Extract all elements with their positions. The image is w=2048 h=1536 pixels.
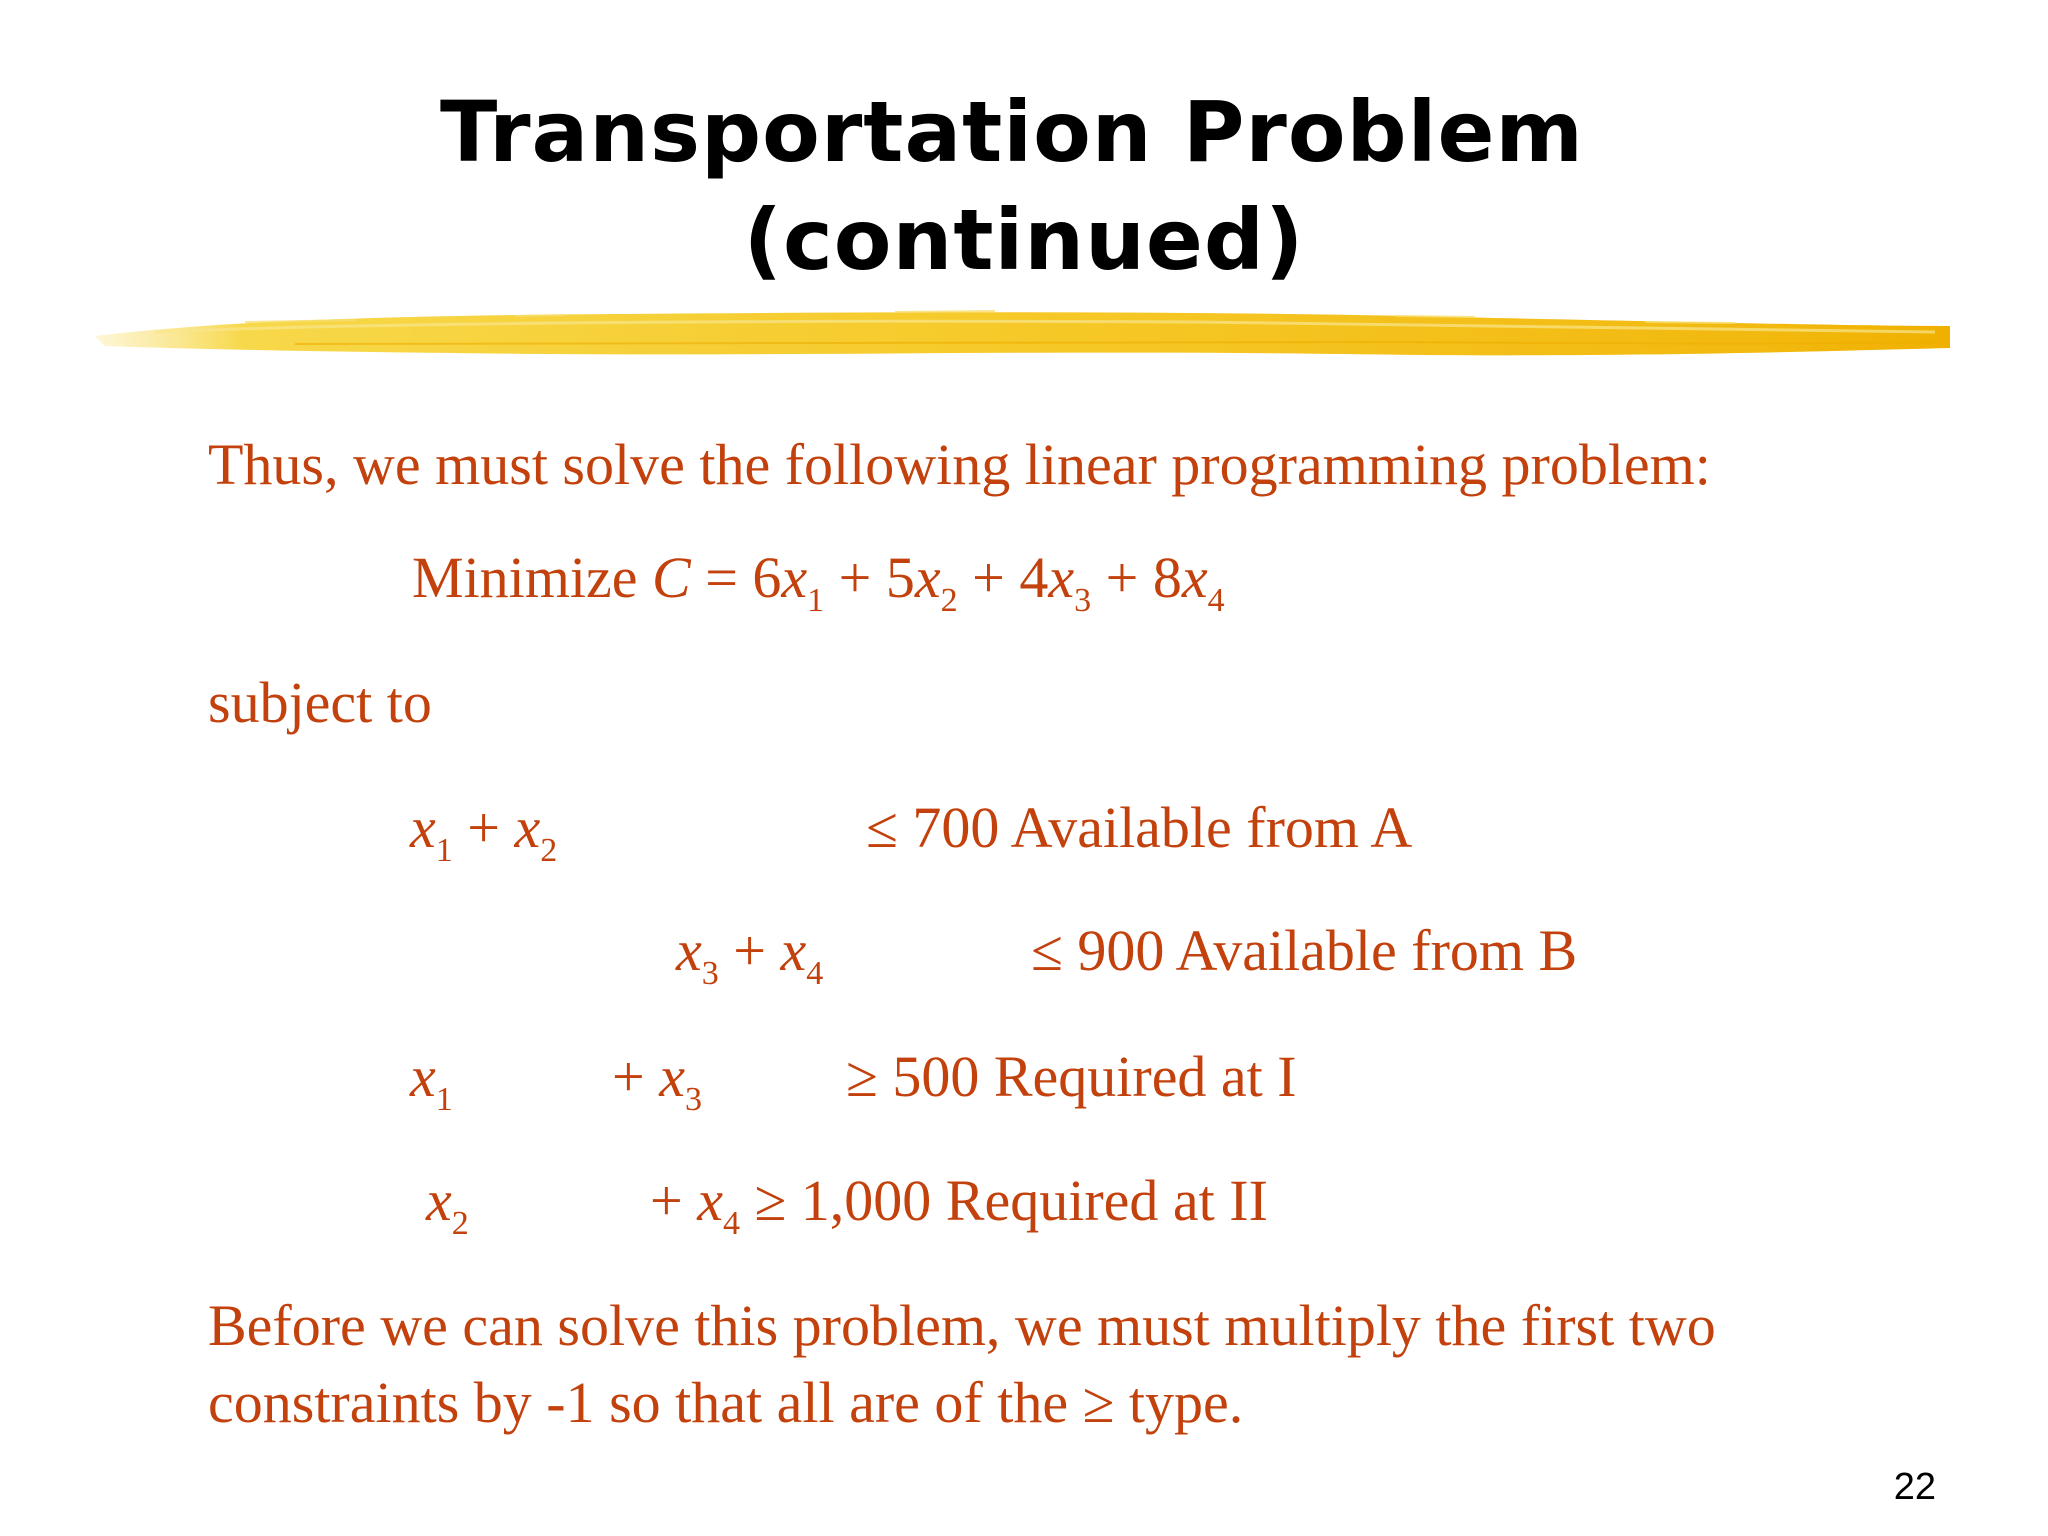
slide-title-line1: Transportation Problem [440,83,1584,181]
constraint-3-lhs [410,1044,453,1119]
var-x1: x [781,545,808,610]
objective-p4: + 8 [1091,545,1182,610]
constraint-2-rhs: ≤ 900 Available from B [1031,918,1578,983]
var-x4: x [1181,545,1208,610]
var-x: x [410,795,436,860]
objective-p2: + 5 [824,545,915,610]
constraint-4-lhs [426,1168,469,1243]
sub: 3 [684,1081,702,1118]
objective-verb: Minimize [412,545,653,610]
sub-4: 4 [1207,582,1225,619]
sub: 2 [540,832,558,869]
var-x2: x [914,545,941,610]
var-x: x [426,1168,452,1233]
sub: 4 [722,1205,740,1242]
objective-eq: = 6 [690,545,782,610]
var-x: x [676,918,702,983]
highlighter-stroke-decoration [95,292,1950,370]
constraint-1-lhs [410,795,557,870]
plus: + [718,918,781,983]
objective-function [412,545,1225,620]
subject-to-label: subject to [208,670,432,735]
page-number: 22 [1893,1466,1936,1508]
sub: 1 [435,832,453,869]
plus: + [452,795,515,860]
sub-2: 2 [940,582,958,619]
conclusion-line-2: constraints by -1 so that all are of the ≥ type. [208,1370,1244,1435]
sub: 2 [451,1205,469,1242]
sub: 3 [701,955,719,992]
var-x: x [514,795,541,860]
constraint-3-mid [612,1044,702,1119]
var-x: x [659,1044,685,1109]
var-x: x [410,1044,436,1109]
var-x3: x [1048,545,1075,610]
constraint-4-rhs: ≥ 1,000 Required at II [739,1168,1268,1233]
var-x: x [780,918,807,983]
constraint-4-mid-rhs [650,1168,1268,1243]
plus: + [612,1044,660,1109]
var-x: x [697,1168,723,1233]
objective-var: C [652,545,691,610]
constraint-2-lhs [676,918,823,993]
sub-3: 3 [1074,582,1092,619]
sub: 1 [435,1081,453,1118]
constraint-1-rhs: ≤ 700 Available from A [866,795,1413,860]
sub-1: 1 [807,582,825,619]
intro-text: Thus, we must solve the following linear programming problem: [208,432,1711,497]
plus: + [650,1168,698,1233]
constraint-3-rhs: ≥ 500 Required at I [846,1044,1297,1109]
objective-p3: + 4 [957,545,1049,610]
sub: 4 [806,955,824,992]
conclusion-line-1: Before we can solve this problem, we must multiply the first two [208,1293,1716,1358]
slide-title-line2: (continued) [743,191,1305,289]
